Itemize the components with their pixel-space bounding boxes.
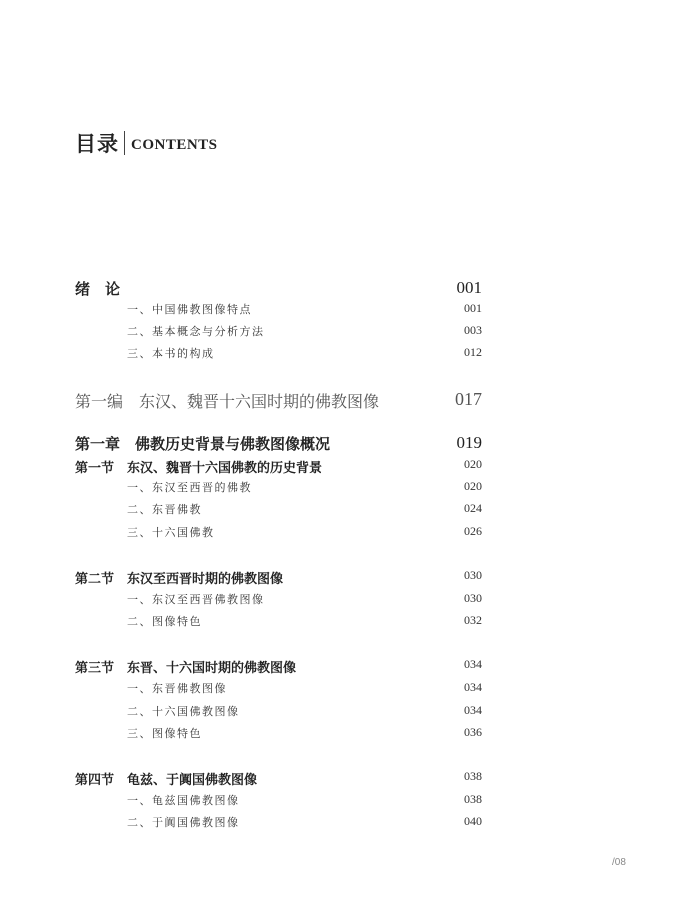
toc-entry-page: 020 — [464, 457, 482, 471]
toc-entry-page: 001 — [464, 301, 482, 315]
toc-entry-page: 030 — [464, 568, 482, 582]
toc-heading-zh: 目录 — [75, 131, 119, 156]
toc-entry-title: 三、十六国佛教 — [127, 526, 215, 539]
toc-entry-title: 一、中国佛教图像特点 — [127, 303, 252, 316]
toc-entry-title: 二、基本概念与分析方法 — [127, 325, 265, 338]
toc-entry-title: 第一节 东汉、魏晋十六国佛教的历史背景 — [75, 461, 323, 476]
toc-entry-title: 三、图像特色 — [127, 727, 202, 740]
toc-entry-page: 024 — [464, 501, 482, 515]
toc-entry-title: 一、东汉至西晋的佛教 — [127, 481, 252, 494]
toc-entry-page: 040 — [464, 814, 482, 828]
toc-entry-page: 038 — [464, 769, 482, 783]
toc-entry-page: 034 — [464, 680, 482, 694]
toc-entry-title: 第四节 龟兹、于阗国佛教图像 — [75, 773, 258, 788]
toc-entry-page: 020 — [464, 479, 482, 493]
toc-entry-title: 二、十六国佛教图像 — [127, 705, 240, 718]
toc-entry-page: 019 — [456, 433, 482, 452]
toc-entry-title: 二、于阗国佛教图像 — [127, 816, 240, 829]
toc-entry-page: 030 — [464, 591, 482, 605]
toc-entry-title: 一、龟兹国佛教图像 — [127, 794, 240, 807]
toc-entry-title: 第一编 东汉、魏晋十六国时期的佛教图像 — [75, 392, 380, 411]
toc-entry-title: 绪 论 — [75, 280, 121, 298]
toc-entry-page: 034 — [464, 703, 482, 717]
toc-entry-page: 032 — [464, 613, 482, 627]
toc-entry-page: 036 — [464, 725, 482, 739]
toc-entry-title: 一、东汉至西晋佛教图像 — [127, 593, 265, 606]
toc-heading-en: CONTENTS — [131, 136, 218, 153]
toc-entry-title: 第二节 东汉至西晋时期的佛教图像 — [75, 572, 284, 587]
toc-entry-page: 034 — [464, 657, 482, 671]
toc-entry-page: 017 — [455, 389, 482, 409]
toc-entry-title: 第一章 佛教历史背景与佛教图像概况 — [75, 435, 331, 453]
toc-entry-title: 二、图像特色 — [127, 615, 202, 628]
toc-entry-page: 026 — [464, 524, 482, 538]
toc-entry-page: 012 — [464, 345, 482, 359]
toc-entry-title: 二、东晋佛教 — [127, 503, 202, 516]
toc-entry-title: 三、本书的构成 — [127, 347, 215, 360]
toc-entry-page: 038 — [464, 792, 482, 806]
toc-entry-title: 一、东晋佛教图像 — [127, 682, 227, 695]
toc-entry-page: 003 — [464, 323, 482, 337]
toc-entry-title: 第三节 东晋、十六国时期的佛教图像 — [75, 661, 297, 676]
toc-entry-page: 001 — [456, 278, 482, 297]
page-number: /08 — [612, 857, 626, 868]
